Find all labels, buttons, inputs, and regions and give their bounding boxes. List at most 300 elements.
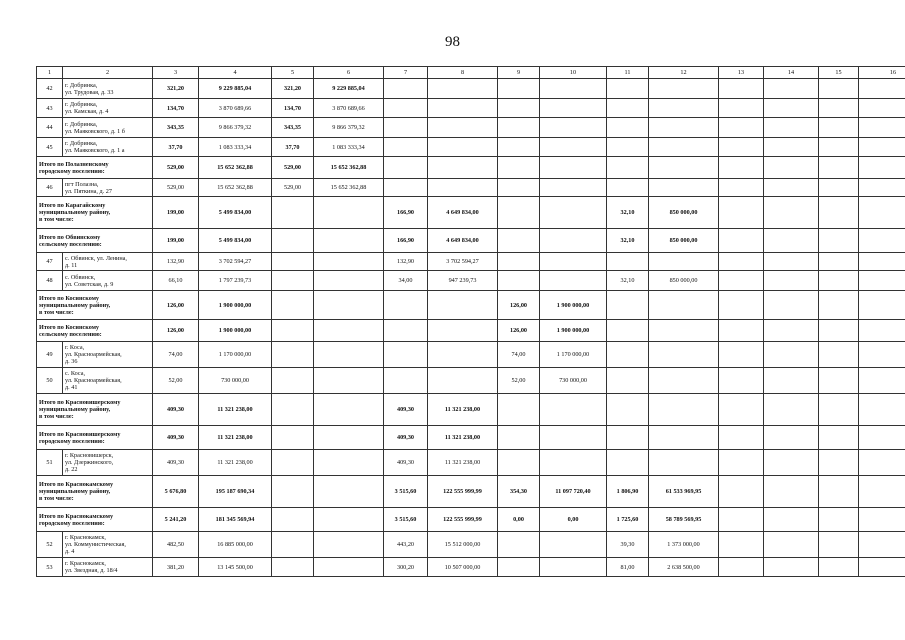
total-cell: [719, 476, 764, 508]
table-cell: [428, 118, 498, 138]
address-cell: г. Краснокамск, ул. Звездная, д. 18/4: [63, 558, 153, 577]
total-cell: 5 241,20: [153, 508, 199, 532]
table-cell: 9 866 379,32: [199, 118, 272, 138]
table-cell: [859, 118, 905, 138]
total-cell: 15 652 362,88: [314, 157, 384, 179]
total-cell: [607, 320, 649, 342]
table-cell: 11 321 238,00: [428, 450, 498, 476]
table-cell: [764, 450, 819, 476]
table-cell: [819, 532, 859, 558]
total-cell: [498, 426, 540, 450]
total-cell: [428, 157, 498, 179]
table-cell: 52,00: [153, 368, 199, 394]
total-cell: 409,30: [384, 394, 428, 426]
table-cell: [498, 99, 540, 118]
table-cell: 132,90: [384, 253, 428, 271]
table-cell: 39,30: [607, 532, 649, 558]
table-cell: [272, 271, 314, 291]
table-cell: 15 652 362,88: [314, 179, 384, 197]
total-cell: 126,00: [498, 291, 540, 320]
total-cell: 1 900 000,00: [199, 320, 272, 342]
table-cell: 1 083 333,34: [314, 138, 384, 157]
row-number: 45: [37, 138, 63, 157]
total-cell: [819, 157, 859, 179]
total-cell: 4 649 834,00: [428, 229, 498, 253]
total-cell: 11 321 238,00: [199, 394, 272, 426]
total-cell: [272, 508, 314, 532]
total-cell: [540, 197, 607, 229]
table-cell: [428, 138, 498, 157]
total-row: [37, 157, 905, 179]
total-cell: 32,10: [607, 229, 649, 253]
table-cell: [540, 118, 607, 138]
total-cell: [719, 394, 764, 426]
total-cell: [314, 229, 384, 253]
total-cell: [764, 394, 819, 426]
table-cell: [764, 118, 819, 138]
table-cell: [540, 79, 607, 99]
row-number: 42: [37, 79, 63, 99]
table-cell: [764, 558, 819, 577]
header-cell: 11: [607, 67, 649, 79]
table-cell: [819, 368, 859, 394]
total-cell: 126,00: [153, 291, 199, 320]
table-row: [37, 79, 905, 99]
table-cell: 730 000,00: [540, 368, 607, 394]
table-cell: [764, 99, 819, 118]
table-cell: [649, 118, 719, 138]
table-cell: [384, 179, 428, 197]
total-cell: [819, 320, 859, 342]
table-cell: [498, 179, 540, 197]
total-cell: [272, 476, 314, 508]
total-cell: 529,00: [153, 157, 199, 179]
table-cell: 74,00: [153, 342, 199, 368]
total-cell: 409,30: [384, 426, 428, 450]
total-cell: [272, 291, 314, 320]
table-cell: [649, 79, 719, 99]
table-cell: 37,70: [153, 138, 199, 157]
table-cell: 132,90: [153, 253, 199, 271]
table-row: [37, 558, 905, 577]
table-row: [37, 342, 905, 368]
row-number: 47: [37, 253, 63, 271]
address-cell: г. Добринка, ул. Маяковского, д. 1 б: [63, 118, 153, 138]
table-cell: [764, 79, 819, 99]
table-cell: [719, 532, 764, 558]
table-cell: [498, 253, 540, 271]
total-cell: [764, 229, 819, 253]
total-cell: [764, 508, 819, 532]
row-number: 50: [37, 368, 63, 394]
total-label: Итого по Обвинскому сельскому поселению:: [37, 229, 153, 253]
table-cell: [498, 532, 540, 558]
total-cell: [272, 197, 314, 229]
total-cell: [314, 394, 384, 426]
header-cell: 16: [859, 67, 905, 79]
address-cell: г. Коса, ул. Красноармейская, д. 36: [63, 342, 153, 368]
table-cell: 321,20: [153, 79, 199, 99]
table-cell: [819, 271, 859, 291]
total-cell: [540, 394, 607, 426]
table-cell: [428, 99, 498, 118]
total-cell: [314, 426, 384, 450]
total-cell: 354,30: [498, 476, 540, 508]
table-cell: [272, 558, 314, 577]
total-cell: [649, 291, 719, 320]
table-cell: [719, 342, 764, 368]
total-cell: [428, 291, 498, 320]
table-cell: [498, 450, 540, 476]
data-table: [36, 66, 905, 577]
header-cell: 14: [764, 67, 819, 79]
total-cell: 32,10: [607, 197, 649, 229]
total-cell: [314, 320, 384, 342]
table-cell: [384, 368, 428, 394]
total-cell: [314, 508, 384, 532]
table-cell: [384, 138, 428, 157]
table-cell: [384, 342, 428, 368]
total-cell: [314, 291, 384, 320]
total-cell: [719, 157, 764, 179]
table-cell: [859, 253, 905, 271]
table-cell: 730 000,00: [199, 368, 272, 394]
table-cell: [764, 253, 819, 271]
row-number: 53: [37, 558, 63, 577]
table-cell: 52,00: [498, 368, 540, 394]
total-row: [37, 197, 905, 229]
table-cell: 9 866 379,32: [314, 118, 384, 138]
table-cell: [819, 450, 859, 476]
table-cell: [819, 179, 859, 197]
total-cell: 181 345 569,94: [199, 508, 272, 532]
total-cell: [540, 426, 607, 450]
total-cell: [819, 426, 859, 450]
table-cell: [719, 138, 764, 157]
total-cell: 126,00: [498, 320, 540, 342]
table-cell: 409,30: [153, 450, 199, 476]
header-row: [37, 67, 905, 79]
header-cell: 10: [540, 67, 607, 79]
total-label: Итого по Красновишерскому муниципальному району, в том числе:: [37, 394, 153, 426]
total-label: Итого по Косинскому сельскому поселению:: [37, 320, 153, 342]
total-cell: 199,00: [153, 229, 199, 253]
total-row: [37, 426, 905, 450]
table-cell: [719, 118, 764, 138]
table-cell: [272, 368, 314, 394]
table-cell: 2 638 500,00: [649, 558, 719, 577]
total-cell: [272, 229, 314, 253]
header-cell: 3: [153, 67, 199, 79]
total-cell: [819, 229, 859, 253]
table-cell: [819, 118, 859, 138]
table-cell: 381,20: [153, 558, 199, 577]
table-cell: [719, 99, 764, 118]
total-cell: 1 725,60: [607, 508, 649, 532]
row-number: 49: [37, 342, 63, 368]
table-cell: 74,00: [498, 342, 540, 368]
table-cell: 11 321 238,00: [199, 450, 272, 476]
table-cell: [719, 79, 764, 99]
table-row: [37, 253, 905, 271]
total-cell: [649, 157, 719, 179]
table-cell: [719, 558, 764, 577]
total-cell: [649, 426, 719, 450]
table-cell: [272, 532, 314, 558]
header-cell: 12: [649, 67, 719, 79]
address-cell: пгт Полазна, ул. Пяткина, д. 27: [63, 179, 153, 197]
total-label: Итого по Полазненскому городскому поселению:: [37, 157, 153, 179]
table-cell: 16 885 000,00: [199, 532, 272, 558]
table-cell: 34,00: [384, 271, 428, 291]
table-cell: [607, 253, 649, 271]
header-cell: 5: [272, 67, 314, 79]
table-cell: [384, 99, 428, 118]
table-cell: 529,00: [153, 179, 199, 197]
total-cell: [764, 320, 819, 342]
total-cell: 11 321 238,00: [428, 426, 498, 450]
table-cell: [859, 558, 905, 577]
table-cell: [540, 99, 607, 118]
total-cell: [607, 157, 649, 179]
table-cell: 1 083 333,34: [199, 138, 272, 157]
table-cell: [719, 368, 764, 394]
table-cell: [859, 342, 905, 368]
table-cell: 482,50: [153, 532, 199, 558]
table-cell: [649, 450, 719, 476]
total-cell: [859, 426, 905, 450]
table-cell: [649, 99, 719, 118]
total-cell: [607, 394, 649, 426]
table-cell: [764, 342, 819, 368]
total-cell: 166,90: [384, 197, 428, 229]
table-cell: [540, 179, 607, 197]
total-cell: [719, 320, 764, 342]
table-row: [37, 179, 905, 197]
total-cell: [819, 476, 859, 508]
table-cell: [649, 253, 719, 271]
total-cell: [649, 320, 719, 342]
table-cell: [540, 253, 607, 271]
table-cell: [764, 138, 819, 157]
total-cell: [540, 157, 607, 179]
table-cell: [859, 271, 905, 291]
table-cell: [314, 368, 384, 394]
table-cell: 134,70: [153, 99, 199, 118]
table-row: [37, 271, 905, 291]
total-cell: 850 000,00: [649, 229, 719, 253]
table-cell: [649, 342, 719, 368]
table-cell: [607, 368, 649, 394]
total-label: Итого по Красновишерскому городскому поселению:: [37, 426, 153, 450]
table-cell: 850 000,00: [649, 271, 719, 291]
total-cell: [498, 197, 540, 229]
table-cell: [540, 558, 607, 577]
table-cell: [719, 253, 764, 271]
header-cell: 8: [428, 67, 498, 79]
total-cell: 122 555 999,99: [428, 508, 498, 532]
total-label: Итого по Краснокамскому городскому поселению:: [37, 508, 153, 532]
row-number: 52: [37, 532, 63, 558]
table-cell: 321,20: [272, 79, 314, 99]
total-cell: 5 499 834,00: [199, 229, 272, 253]
total-cell: [498, 157, 540, 179]
row-number: 46: [37, 179, 63, 197]
table-cell: [607, 179, 649, 197]
table-cell: [498, 558, 540, 577]
total-row: [37, 291, 905, 320]
total-cell: [540, 229, 607, 253]
table-cell: [764, 532, 819, 558]
table-row: [37, 138, 905, 157]
total-cell: [272, 394, 314, 426]
table-cell: 947 239,73: [428, 271, 498, 291]
total-cell: [859, 197, 905, 229]
table-cell: [540, 532, 607, 558]
total-cell: [719, 291, 764, 320]
table-cell: 9 229 885,04: [314, 79, 384, 99]
total-row: [37, 508, 905, 532]
table-cell: [859, 532, 905, 558]
total-cell: [819, 291, 859, 320]
total-row: [37, 476, 905, 508]
table-cell: [272, 450, 314, 476]
total-cell: 4 649 834,00: [428, 197, 498, 229]
total-cell: 0,00: [498, 508, 540, 532]
total-cell: [384, 157, 428, 179]
table-cell: 343,35: [272, 118, 314, 138]
table-cell: 3 870 689,66: [199, 99, 272, 118]
table-cell: [719, 271, 764, 291]
total-cell: 11 097 720,40: [540, 476, 607, 508]
header-cell: 1: [37, 67, 63, 79]
page-number: 98: [445, 34, 460, 50]
total-cell: [859, 476, 905, 508]
table-cell: [819, 558, 859, 577]
total-cell: 409,30: [153, 426, 199, 450]
address-cell: г. Краснокамск, ул. Коммунистическая, д. 4: [63, 532, 153, 558]
table-cell: [314, 271, 384, 291]
table-cell: [428, 342, 498, 368]
table-cell: [649, 179, 719, 197]
total-cell: [314, 197, 384, 229]
table-cell: 15 652 362,88: [199, 179, 272, 197]
table-cell: 37,70: [272, 138, 314, 157]
table-row: [37, 118, 905, 138]
table-cell: 81,00: [607, 558, 649, 577]
total-cell: [819, 508, 859, 532]
row-number: 51: [37, 450, 63, 476]
total-cell: [859, 320, 905, 342]
total-cell: [384, 320, 428, 342]
table-cell: 3 870 689,66: [314, 99, 384, 118]
table-cell: [819, 342, 859, 368]
table-cell: [607, 138, 649, 157]
table-cell: [314, 253, 384, 271]
table-cell: [649, 138, 719, 157]
total-cell: 529,00: [272, 157, 314, 179]
table-cell: 3 702 594,27: [199, 253, 272, 271]
table-row: [37, 99, 905, 118]
table-cell: 1 373 000,00: [649, 532, 719, 558]
total-cell: 0,00: [540, 508, 607, 532]
total-cell: 3 515,60: [384, 476, 428, 508]
table-cell: [859, 99, 905, 118]
table-cell: 1 170 000,00: [540, 342, 607, 368]
total-label: Итого по Косинскому муниципальному району, в том числе:: [37, 291, 153, 320]
total-row: [37, 229, 905, 253]
table-cell: [819, 79, 859, 99]
table-row: [37, 368, 905, 394]
table-cell: [272, 342, 314, 368]
total-cell: [764, 157, 819, 179]
table-cell: 10 507 000,00: [428, 558, 498, 577]
table-cell: 443,20: [384, 532, 428, 558]
table-cell: [607, 118, 649, 138]
table-cell: [607, 99, 649, 118]
table-cell: 3 702 594,27: [428, 253, 498, 271]
table-cell: 32,10: [607, 271, 649, 291]
total-cell: 15 652 362,88: [199, 157, 272, 179]
header-cell: 2: [63, 67, 153, 79]
total-cell: [764, 197, 819, 229]
table-cell: 15 512 000,00: [428, 532, 498, 558]
table-cell: [540, 138, 607, 157]
table-cell: 13 145 500,00: [199, 558, 272, 577]
total-row: [37, 320, 905, 342]
total-cell: 11 321 238,00: [428, 394, 498, 426]
table-cell: 134,70: [272, 99, 314, 118]
table-cell: 409,30: [384, 450, 428, 476]
total-cell: 1 806,90: [607, 476, 649, 508]
total-cell: [384, 291, 428, 320]
total-cell: 122 555 999,99: [428, 476, 498, 508]
table-cell: [607, 450, 649, 476]
total-cell: [428, 320, 498, 342]
total-cell: [764, 291, 819, 320]
total-cell: [649, 394, 719, 426]
total-cell: [314, 476, 384, 508]
total-cell: 1 900 000,00: [199, 291, 272, 320]
total-cell: 166,90: [384, 229, 428, 253]
table-cell: [859, 138, 905, 157]
table-cell: [607, 342, 649, 368]
total-cell: [719, 229, 764, 253]
table-row: [37, 450, 905, 476]
table-cell: [764, 179, 819, 197]
table-cell: [314, 450, 384, 476]
total-cell: [498, 229, 540, 253]
header-cell: 13: [719, 67, 764, 79]
total-cell: [607, 291, 649, 320]
table-cell: [819, 253, 859, 271]
total-cell: 5 676,80: [153, 476, 199, 508]
total-cell: [498, 394, 540, 426]
total-row: [37, 394, 905, 426]
table-cell: [272, 253, 314, 271]
total-cell: 409,30: [153, 394, 199, 426]
total-cell: 11 321 238,00: [199, 426, 272, 450]
total-cell: 126,00: [153, 320, 199, 342]
table-cell: [498, 271, 540, 291]
table-cell: [314, 532, 384, 558]
header-cell: 15: [819, 67, 859, 79]
table-cell: 529,00: [272, 179, 314, 197]
address-cell: г. Добринка, ул. Маяковского, д. 1 а: [63, 138, 153, 157]
table-cell: [540, 450, 607, 476]
total-label: Итого по Краснокамскому муниципальному району, в том числе:: [37, 476, 153, 508]
row-number: 48: [37, 271, 63, 291]
